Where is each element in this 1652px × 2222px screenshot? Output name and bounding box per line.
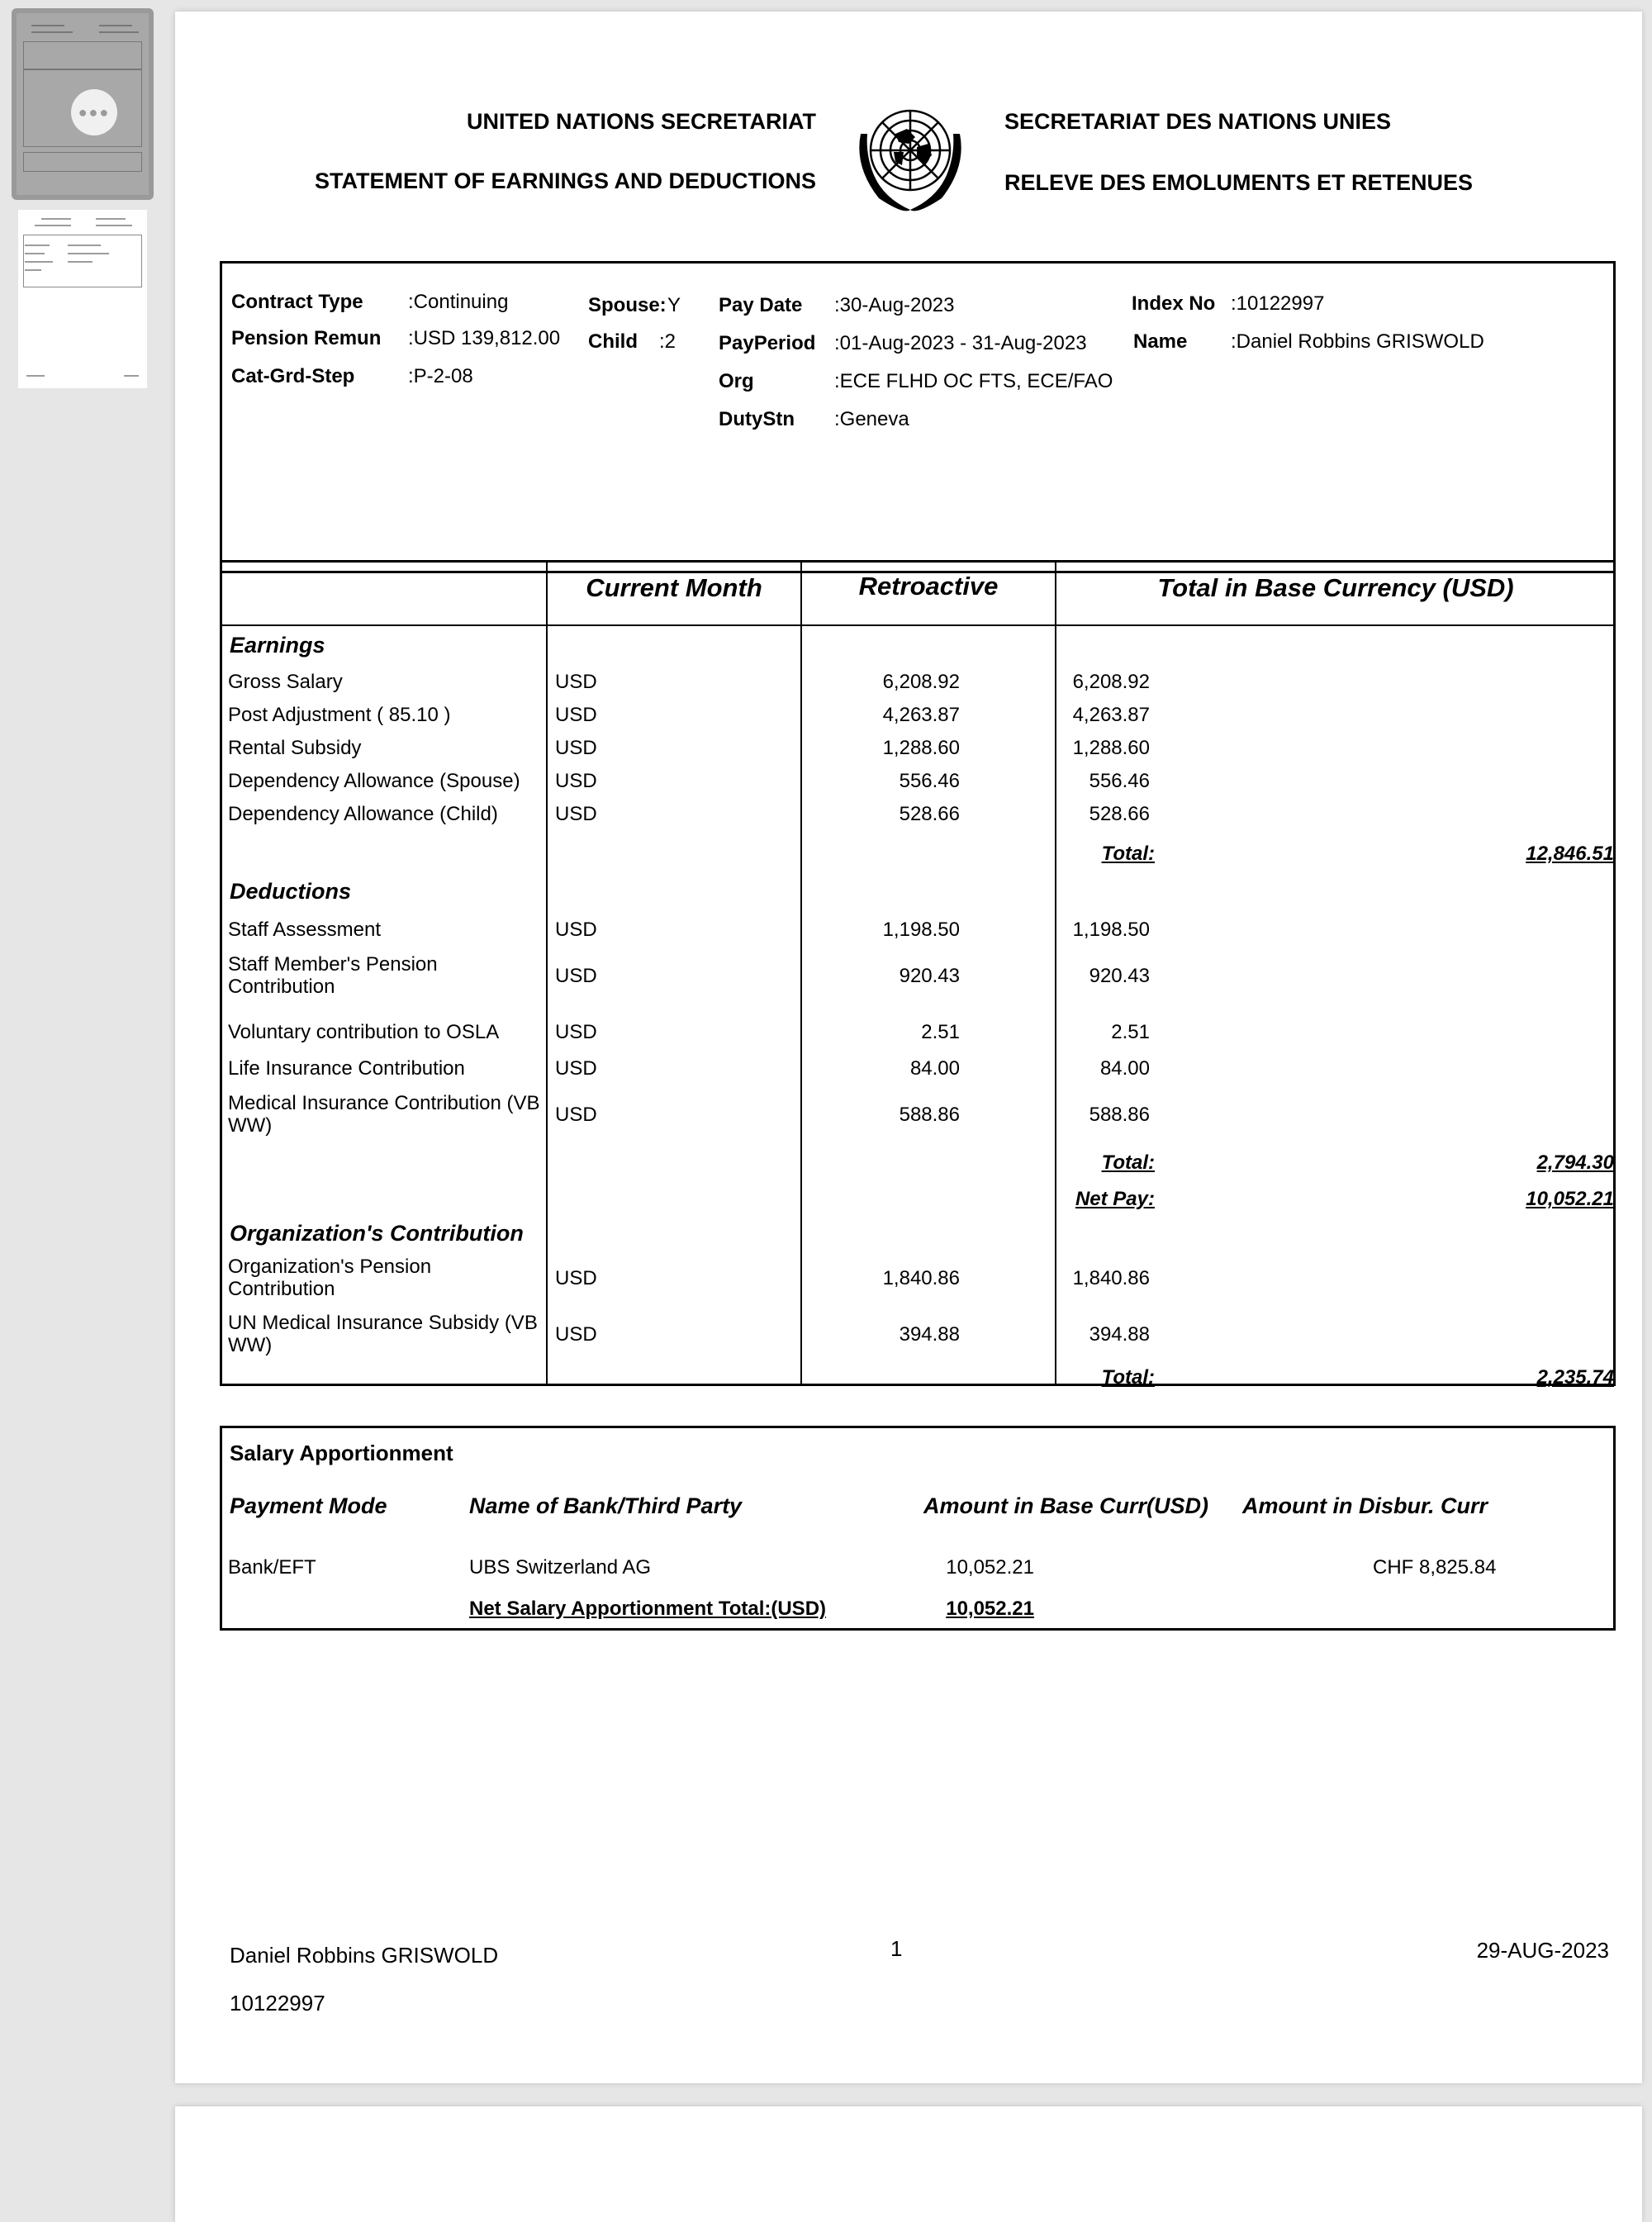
name-label: Name bbox=[1133, 330, 1188, 353]
deductions-total-value: 2,794.30 bbox=[1536, 1151, 1614, 1174]
earning-currency: USD bbox=[555, 671, 597, 693]
spouse-value: Y bbox=[667, 294, 681, 316]
org-contribution-total: 1,840.86 bbox=[1072, 1267, 1150, 1289]
footer-name: Daniel Robbins GRISWOLD bbox=[230, 1943, 499, 1968]
pay-period-value: :01-Aug-2023 - 31-Aug-2023 bbox=[834, 332, 1087, 354]
contract-type-value: :Continuing bbox=[408, 291, 509, 313]
org-contribution-currency: USD bbox=[555, 1323, 597, 1346]
earning-label: Gross Salary bbox=[228, 671, 343, 693]
col-divider-1 bbox=[546, 560, 548, 1386]
org-contribution-total-label: Total: bbox=[1101, 1366, 1155, 1389]
earning-total: 528.66 bbox=[1089, 803, 1150, 825]
apportionment-bank-name: UBS Switzerland AG bbox=[469, 1556, 652, 1579]
spouse-label: Spouse: bbox=[588, 294, 667, 316]
child-label: Child bbox=[588, 330, 638, 353]
deductions-total-label: Total: bbox=[1101, 1151, 1155, 1174]
org-contribution-currency: USD bbox=[555, 1267, 597, 1289]
index-no-label: Index No bbox=[1132, 292, 1216, 315]
col-header-current-month: Current Month bbox=[586, 573, 762, 602]
page-thumbnail-2[interactable] bbox=[18, 210, 147, 388]
contract-type-label: Contract Type bbox=[231, 291, 363, 313]
apportionment-payment-mode: Bank/EFT bbox=[228, 1556, 316, 1579]
more-horizontal-icon: ●●● bbox=[78, 103, 111, 121]
earnings-total-value: 12,846.51 bbox=[1526, 843, 1614, 865]
earning-label: Dependency Allowance (Spouse) bbox=[228, 770, 520, 792]
earning-label: Post Adjustment ( 85.10 ) bbox=[228, 704, 451, 726]
org-label: Org bbox=[719, 370, 754, 392]
earning-total: 6,208.92 bbox=[1072, 671, 1150, 693]
net-pay-value: 10,052.21 bbox=[1526, 1188, 1614, 1210]
deduction-label: Staff Assessment bbox=[228, 919, 381, 941]
deduction-currency: USD bbox=[555, 1104, 597, 1126]
more-options-button[interactable] bbox=[71, 89, 117, 135]
deduction-currency: USD bbox=[555, 919, 597, 941]
earning-total: 556.46 bbox=[1089, 770, 1150, 792]
col-header-retroactive: Retroactive bbox=[858, 572, 999, 601]
earning-amount: 6,208.92 bbox=[882, 671, 960, 693]
earning-currency: USD bbox=[555, 737, 597, 759]
apportionment-col-payment-mode: Payment Mode bbox=[230, 1493, 387, 1518]
deductions-section-title: Deductions bbox=[230, 879, 352, 904]
earning-amount: 4,263.87 bbox=[882, 704, 960, 726]
earning-currency: USD bbox=[555, 770, 597, 792]
deduction-amount: 2.51 bbox=[921, 1021, 960, 1043]
duty-stn-label: DutyStn bbox=[719, 408, 795, 430]
pension-remun-value: :USD 139,812.00 bbox=[408, 327, 561, 349]
earning-amount: 1,288.60 bbox=[882, 737, 960, 759]
cat-grd-step-label: Cat-Grd-Step bbox=[231, 365, 355, 387]
col-header-total-base: Total in Base Currency (USD) bbox=[1157, 573, 1514, 602]
deduction-total: 2.51 bbox=[1111, 1021, 1150, 1043]
name-value: :Daniel Robbins GRISWOLD bbox=[1231, 330, 1484, 353]
pay-date-label: Pay Date bbox=[719, 294, 803, 316]
apportionment-col-disbur: Amount in Disbur. Curr bbox=[1242, 1493, 1488, 1518]
deduction-total: 920.43 bbox=[1089, 965, 1150, 987]
footer-date: 29-AUG-2023 bbox=[1476, 1938, 1609, 1963]
document-page-1 bbox=[175, 12, 1642, 2083]
un-emblem-icon bbox=[846, 101, 975, 220]
earning-label: Rental Subsidy bbox=[228, 737, 362, 759]
net-salary-apportionment-label: Net Salary Apportionment Total:(USD) bbox=[469, 1598, 827, 1620]
header-right-line2: RELEVE DES EMOLUMENTS ET RETENUES bbox=[1004, 170, 1474, 195]
header-left-line1: UNITED NATIONS SECRETARIAT bbox=[467, 109, 816, 134]
org-value: :ECE FLHD OC FTS, ECE/FAO bbox=[834, 370, 1113, 392]
footer-page-number: 1 bbox=[890, 1936, 903, 1961]
deduction-label: Staff Member's Pension Contribution bbox=[228, 953, 438, 998]
apportionment-col-base: Amount in Base Curr(USD) bbox=[923, 1493, 1209, 1518]
apportionment-col-bank: Name of Bank/Third Party bbox=[469, 1493, 743, 1518]
org-contribution-total: 394.88 bbox=[1089, 1323, 1150, 1346]
deduction-total: 588.86 bbox=[1089, 1104, 1150, 1126]
deduction-currency: USD bbox=[555, 1057, 597, 1080]
org-contribution-total-value: 2,235.74 bbox=[1536, 1366, 1614, 1389]
org-contribution-amount: 1,840.86 bbox=[882, 1267, 960, 1289]
org-contribution-section-title: Organization's Contribution bbox=[230, 1221, 524, 1246]
deduction-total: 84.00 bbox=[1099, 1057, 1150, 1080]
deduction-amount: 588.86 bbox=[899, 1104, 960, 1126]
apportionment-disbur-amount: CHF 8,825.84 bbox=[1373, 1556, 1497, 1579]
deduction-amount: 1,198.50 bbox=[882, 919, 960, 941]
deduction-amount: 84.00 bbox=[909, 1057, 960, 1080]
earnings-section-title: Earnings bbox=[230, 633, 325, 658]
deduction-label: Voluntary contribution to OSLA bbox=[228, 1021, 500, 1043]
org-contribution-amount: 394.88 bbox=[899, 1323, 960, 1346]
deduction-currency: USD bbox=[555, 1021, 597, 1043]
duty-stn-value: :Geneva bbox=[834, 408, 909, 430]
deduction-currency: USD bbox=[555, 965, 597, 987]
col-divider-2 bbox=[800, 560, 802, 1386]
child-value: :2 bbox=[659, 330, 676, 353]
earnings-total-label: Total: bbox=[1101, 843, 1155, 865]
apportionment-title: Salary Apportionment bbox=[230, 1441, 453, 1465]
cat-grd-step-value: :P-2-08 bbox=[408, 365, 473, 387]
page-thumbnail-1[interactable] bbox=[12, 8, 154, 200]
earning-amount: 528.66 bbox=[899, 803, 960, 825]
earning-amount: 556.46 bbox=[899, 770, 960, 792]
net-salary-apportionment-value: 10,052.21 bbox=[946, 1598, 1034, 1620]
earning-currency: USD bbox=[555, 803, 597, 825]
org-contribution-label: Organization's Pension Contribution bbox=[228, 1256, 432, 1300]
index-no-value: :10122997 bbox=[1231, 292, 1325, 315]
deduction-label: Medical Insurance Contribution (VB WW) bbox=[228, 1092, 540, 1137]
org-contribution-label: UN Medical Insurance Subsidy (VB WW) bbox=[228, 1312, 538, 1356]
pension-remun-label: Pension Remun bbox=[231, 327, 382, 349]
earning-total: 1,288.60 bbox=[1072, 737, 1150, 759]
deduction-amount: 920.43 bbox=[899, 965, 960, 987]
earning-currency: USD bbox=[555, 704, 597, 726]
deduction-total: 1,198.50 bbox=[1072, 919, 1150, 941]
net-pay-label: Net Pay: bbox=[1075, 1188, 1155, 1210]
earning-total: 4,263.87 bbox=[1072, 704, 1150, 726]
header-right-line1: SECRETARIAT DES NATIONS UNIES bbox=[1004, 109, 1392, 134]
pay-period-label: PayPeriod bbox=[719, 332, 816, 354]
apportionment-base-amount: 10,052.21 bbox=[946, 1556, 1034, 1579]
deduction-label: Life Insurance Contribution bbox=[228, 1057, 465, 1080]
table-header-divider bbox=[220, 624, 1616, 626]
thumbnail-sidebar bbox=[0, 0, 165, 2203]
document-page-2 bbox=[175, 2106, 1642, 2222]
earning-label: Dependency Allowance (Child) bbox=[228, 803, 498, 825]
footer-index: 10122997 bbox=[230, 1991, 325, 2015]
pay-date-value: :30-Aug-2023 bbox=[834, 294, 955, 316]
header-left-line2: STATEMENT OF EARNINGS AND DEDUCTIONS bbox=[315, 169, 816, 193]
col-divider-3 bbox=[1055, 560, 1056, 1386]
